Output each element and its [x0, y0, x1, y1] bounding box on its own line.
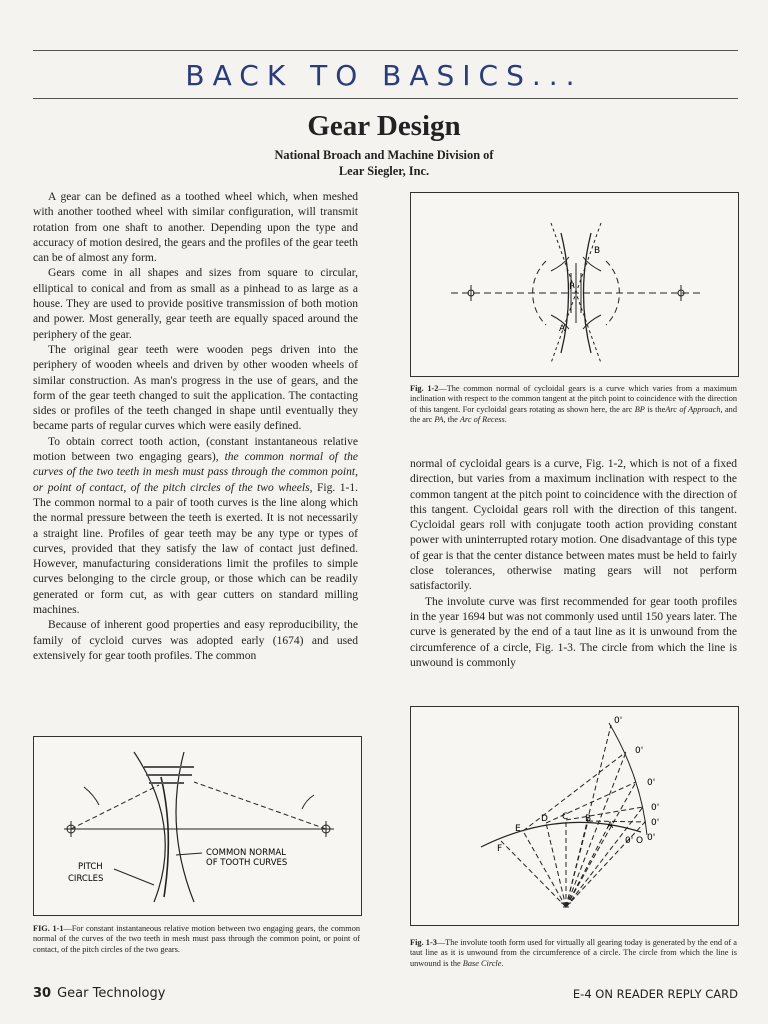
caption-label: FIG. 1-1	[33, 924, 64, 933]
paragraph: The original gear teeth were wooden pegs driven into the periphery of wooden wheels and driven by other wooden wheels of similar construction. As man's progress in the use of gears, and the form of the gear teeth changed to suit the application. The contacting sides or profiles of the teeth changed in shape until eventually they became parts of regular curves which were easily defined.	[33, 343, 358, 433]
article-title: Gear Design	[307, 110, 461, 142]
paragraph: A gear can be defined as a toothed wheel which, when meshed with another toothed wheel with similar configuration, will transmit rotation from one shaft to another. Depending upon the type and accuracy of motion desired, the gears and the profiles of the gear teeth can be of almost any form.	[33, 191, 358, 265]
caption-emphasis: Arc of Recess	[459, 415, 505, 425]
caption-label: Fig. 1-2	[410, 384, 439, 393]
label-o-1: 0'	[614, 716, 623, 726]
caption-text: —The common normal of cycloidal gears is a curve which varies from a maximum inclination with respect to the common tangent at the pitch point to coincidence with the direction of this tangent. For cycloidal gears rotating as shown here, the arc	[410, 384, 737, 414]
caption-text: .	[501, 958, 504, 968]
paragraph	[33, 435, 358, 619]
label-B: B	[585, 814, 592, 824]
figure-1-3-caption	[410, 938, 737, 969]
byline-line-2: Lear Siegler, Inc.	[338, 164, 430, 178]
label-B: B	[594, 246, 601, 256]
figure-1-1	[33, 736, 362, 916]
caption-text: is the	[644, 404, 666, 414]
paragraph: normal of cycloidal gears is a curve, Fig. 1-2, which is not of a fixed direction, but varies from a maximum inclination with respect to the common tangent at the pitch point to coincidence with the direction of this tangent. Cycloidal gears roll with the direction of this tangent. Cycloidal gears roll with conjugate tooth action providing constant power with uninterrupted rotary motion. One disadvantage of this type of gear is that the center distance between mates must be held to fairly close tolerances, otherwise mating gears will not perform satisfactorily.	[410, 458, 737, 593]
figure-1-2	[410, 192, 739, 377]
label-circles: CIRCLES	[68, 874, 104, 884]
label-A: A	[607, 821, 614, 831]
figure-1-3	[410, 706, 739, 926]
paragraph: Because of inherent good properties and easy reproducibility, the family of cycloid curves was adopted early (1674) and used extensively for gear tooth profiles. The common	[33, 619, 358, 662]
label-P: P	[569, 282, 575, 292]
caption-text: —The involute tooth form used for virtually all gearing today is generated by the end of a taut line as it is unwound from the circumference of a circle. The circle from which the line is unwound is the	[410, 938, 737, 968]
page-number: 30	[33, 986, 52, 1001]
label-o-2: 0'	[635, 746, 644, 756]
caption-emphasis: PA	[434, 415, 444, 425]
footer-left	[33, 986, 165, 1001]
paragraph-text: , Fig. 1-1. The common normal to a pair of tooth curves is the line along which the normal pressure between the teeth is exerted. It is not necessarily a straight line. Profiles of gear teeth may be any type or types of curves, provided that they satisfy the law of contact just defined. However, manufacturing considerations limit the profiles to simple curves belonging to the circle group, or those which can be readily generated or form cut, as with gear cutters on standard milling machines.	[33, 481, 358, 617]
figure-1-2-diagram	[411, 193, 738, 376]
label-F: F	[497, 844, 503, 854]
caption-emphasis: Arc of Approach	[665, 404, 721, 414]
caption-label: Fig. 1-3	[410, 938, 437, 947]
caption-text: .	[504, 415, 507, 425]
left-column	[33, 190, 358, 664]
label-D: D	[541, 814, 548, 824]
figure-1-1-diagram	[34, 737, 361, 915]
figure-1-2-caption	[410, 384, 737, 426]
label-o-6: 0'	[647, 833, 656, 843]
kicker-rule	[33, 98, 738, 99]
publication-name: Gear Technology	[57, 986, 166, 1001]
caption-emphasis: BP	[634, 404, 645, 414]
label-A: A	[559, 324, 566, 334]
label-o-4: 0'	[651, 803, 660, 813]
caption-text: —For constant instantaneous relative motion between two engaging gears, the common normal of the curves of the two teeth in mesh must pass through the common point, or point of contact, of the pitch circles of the two gears.	[33, 924, 360, 954]
label-o-5: 0'	[651, 818, 660, 828]
right-column	[410, 457, 737, 671]
label-pitch: PITCH	[78, 862, 103, 872]
label-o-7: 0'	[625, 836, 634, 846]
label-o-3: 0'	[647, 778, 656, 788]
label-C: C	[562, 812, 569, 822]
figure-1-1-caption	[33, 924, 360, 955]
reader-reply-note: E-4 ON READER REPLY CARD	[572, 987, 738, 1001]
label-E: E	[515, 824, 521, 834]
section-kicker: BACK TO BASICS...	[185, 59, 583, 92]
paragraph-emphasis: the common normal of the curves of the two teeth in mesh must pass through the common point, or point of contact, of the pitch circles of the two wheels	[33, 451, 358, 494]
caption-emphasis: Base Circle	[462, 958, 502, 968]
top-rule	[33, 50, 738, 51]
caption-text: , the	[443, 415, 460, 425]
paragraph: Gears come in all shapes and sizes from square to circular, elliptical to conical and from as small as a pinhead to as large as a house. They are used to provide positive transmission of both motion and power. Most generally, gear teeth are equally spaced around the periphery of the gear.	[33, 267, 358, 341]
paragraph-text: To obtain correct tooth action, (constant instantaneous relative motion between two engaging gears),	[33, 435, 358, 464]
paragraph: The involute curve was first recommended for gear tooth profiles in the year 1694 but was not commonly used until 150 years later. The curve is generated by the end of a taut line as it is unwound from the circumference of a circle, Fig. 1-3. The circle from which the line is unwound is commonly	[410, 595, 737, 669]
figure-1-3-diagram	[411, 707, 738, 925]
byline-line-1: National Broach and Machine Division of	[274, 148, 494, 162]
label-common-normal: COMMON NORMAL	[206, 848, 286, 858]
label-O: O	[636, 836, 644, 846]
caption-text: , and the arc	[410, 404, 737, 425]
byline	[0, 147, 768, 179]
label-tooth-curves: OF TOOTH CURVES	[206, 858, 288, 868]
